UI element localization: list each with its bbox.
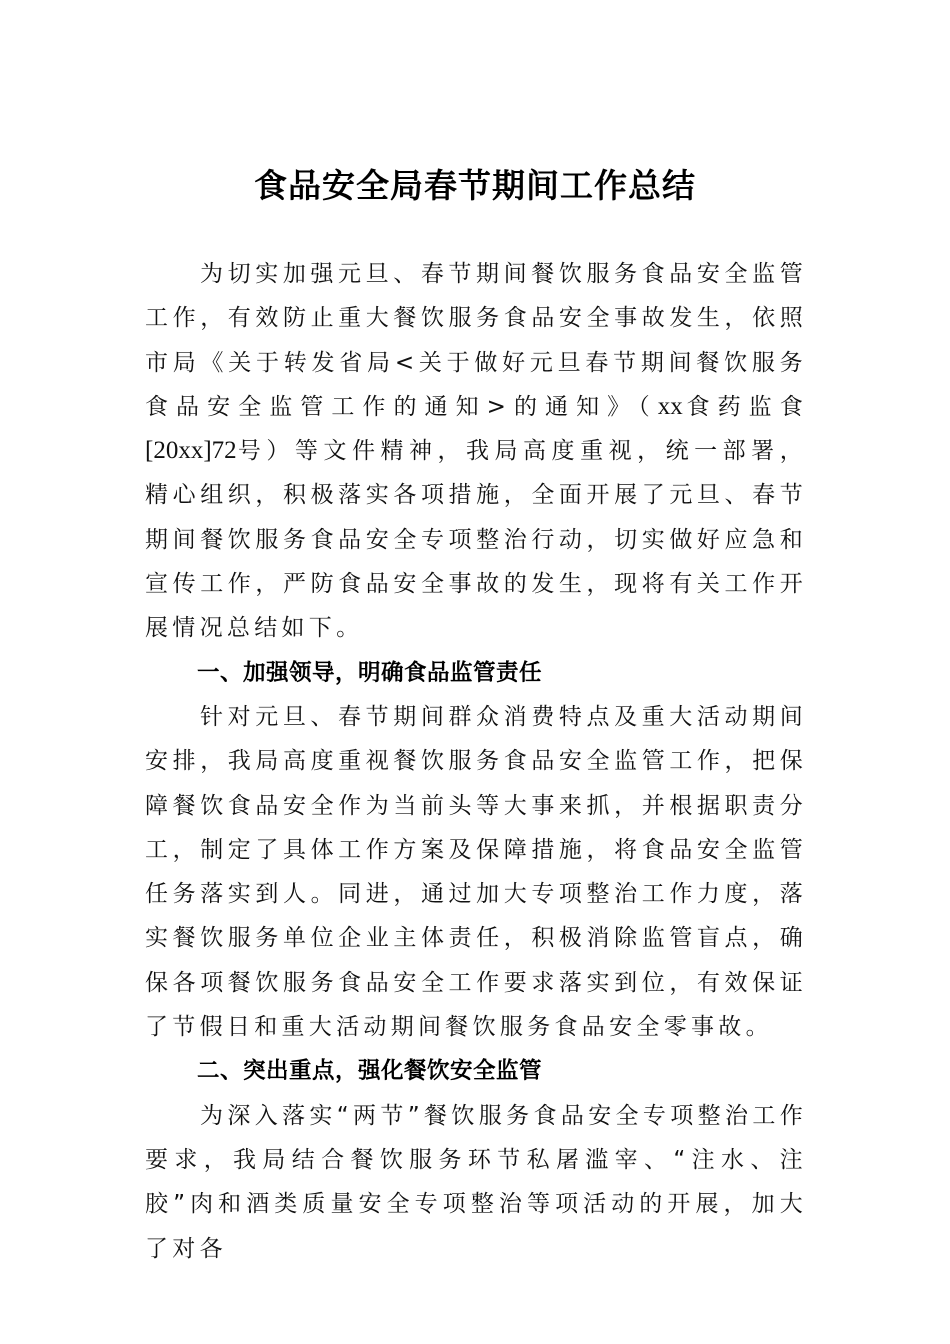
document-body: [145, 252, 807, 1271]
document-title: 食品安全局春节期间工作总结: [254, 166, 696, 205]
section-2-paragraph: 为深入落实“两节”餐饮服务食品安全专项整治工作要求，我局结合餐饮服务环节私屠滥宰、“注水、注胶”肉和酒类质量安全专项整治等项活动的开展，加大了对各: [145, 1102, 807, 1262]
section-heading-2: 二、突出重点，强化餐饮安全监管: [197, 1058, 543, 1085]
intro-paragraph: [145, 252, 807, 651]
intro-text-b: xx: [657, 392, 683, 420]
intro-text-a: 为切实加强元旦、春节期间餐饮服务食品安全监管工作，有效防止重大餐饮服务食品安全事故发生，依照市局《关于转发省局<关于做好元旦春节期间餐饮服务食品安全监管工作的通知>的通知》（: [145, 261, 807, 420]
intro-text-d: [20xx]72: [145, 437, 237, 465]
section-1-paragraph: 针对元旦、春节期间群众消费特点及重大活动期间安排，我局高度重视餐饮服务食品安全监管工作，把保障餐饮食品安全作为当前头等大事来抓，并根据职责分工，制定了具体工作方案及保障措施，将食品安全监管任务落实到人。同进，通过加大专项整治工作力度，落实餐饮服务单位企业主体责任，积极消除监管盲点，确保各项餐饮服务食品安全工作要求落实到位，有效保证了节假日和重大活动期间餐饮服务食品安全零事故。: [145, 703, 807, 1041]
intro-text-c: 食药监食: [682, 393, 807, 420]
section-heading-1: 一、加强领导，明确食品监管责任: [197, 659, 543, 686]
intro-text-e: 号）等文件精神，我局高度重视，统一部署，精心组织，积极落实各项措施，全面开展了元旦、春节期间餐饮服务食品安全专项整治行动，切实做好应急和宣传工作，严防食品安全事故的发生，现将有关工作开展情况总结如下。: [145, 438, 807, 642]
